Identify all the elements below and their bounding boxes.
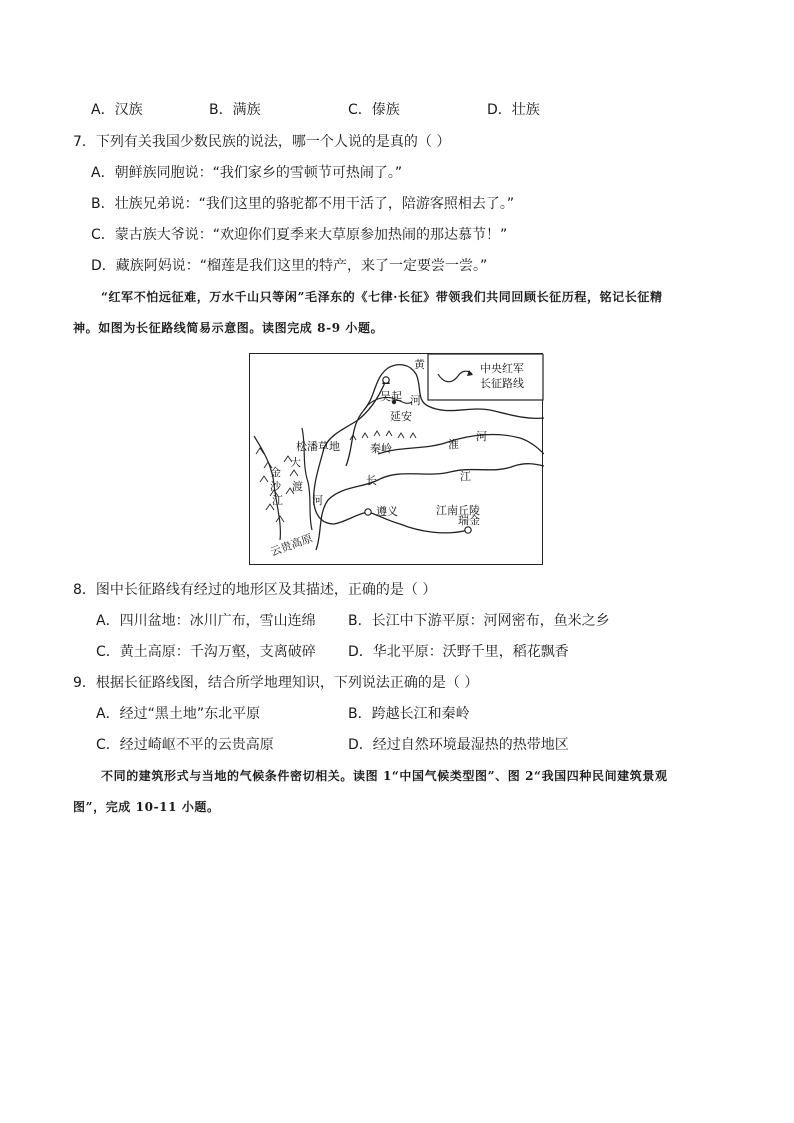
q7-option-d: D．藏族阿妈说：“榴莲是我们这里的特产，来了一定要尝一尝。” [91, 258, 488, 274]
huai-river [378, 435, 544, 454]
label-he-huai: 河 [476, 430, 487, 443]
intro-paragraph-line1: “红军不怕远征难，万水千山只等闲”毛泽东的《七律·长征》带领我们共同回顾长征历程，铭记长征精 [101, 290, 663, 304]
ruijin-point-icon [465, 527, 471, 533]
label-ruijin: 瑞金 [458, 514, 480, 527]
intro2-paragraph-line2: 图”，完成 10-11 小题。 [73, 800, 220, 814]
label-wuqi: 吴起 [380, 390, 402, 403]
label-huang: 黄 [414, 358, 425, 371]
wuqi-point-icon [383, 377, 389, 383]
q9-stem: 9．根据长征路线图，结合所学地理知识，下列说法正确的是（ ） [73, 675, 479, 691]
q8-stem: 8．图中长征路线有经过的地形区及其描述，正确的是（ ） [73, 582, 437, 598]
q7-option-c: C．蒙古族大爷说：“欢迎你们夏季来大草原参加热闹的那达慕节！” [91, 227, 508, 243]
zunyi-point-icon [365, 509, 371, 515]
label-huai: 淮 [448, 438, 459, 451]
label-jiangnan: 江南丘陵 [436, 504, 480, 517]
label-songpan: 松潘草地 [296, 440, 340, 453]
label-du: 渡 [292, 480, 303, 493]
map-drawing [250, 354, 544, 566]
q9-option-b: B．跨越长江和秦岭 [348, 706, 470, 722]
label-qinling: 秦岭 [370, 442, 392, 455]
legend-label-line2: 长征路线 [480, 377, 524, 390]
q7-option-b: B．壮族兄弟说：“我们这里的骆驼都不用干活了，陪游客照相去了。” [91, 196, 515, 212]
q7-stem: 7．下列有关我国少数民族的说法，哪一个人说的是真的（ ） [73, 134, 451, 150]
intro2-paragraph-line1: 不同的建筑形式与当地的气候条件密切相关。读图 1“中国气候类型图”、图 2“我国四种民间建筑景观 [101, 769, 668, 783]
q8-option-b: B．长江中下游平原：河网密布，鱼米之乡 [348, 613, 610, 629]
q6-option-c: C．傣族 [348, 102, 400, 118]
intro-paragraph-line2: 神。如图为长征路线简易示意图。读图完成 8-9 小题。 [73, 321, 384, 335]
label-jin: 金 [270, 466, 281, 479]
label-da: 大 [290, 456, 301, 469]
label-he-yellow: 河 [410, 394, 421, 407]
qinling-mountains-icon [350, 431, 416, 440]
long-march-map [249, 353, 543, 565]
q8-option-d: D．华北平原：沃野千里，稻花飘香 [348, 644, 569, 660]
label-yungui: 云贵高原 [268, 531, 315, 559]
label-zunyi: 遵义 [376, 505, 398, 518]
q9-option-c: C．经过崎岖不平的云贵高原 [96, 737, 274, 753]
q9-option-d: D．经过自然环境最湿热的热带地区 [348, 737, 569, 753]
label-sha: 沙 [270, 480, 281, 493]
label-yanan: 延安 [390, 410, 412, 423]
label-jiang-yangtze: 江 [460, 470, 471, 483]
q6-option-d: D．壮族 [487, 102, 540, 118]
yangtze-river [316, 464, 544, 550]
legend-label-line1: 中央红军 [480, 362, 524, 375]
q6-option-b: B．满族 [209, 102, 261, 118]
q8-option-a: A．四川盆地：冰川广布，雪山连绵 [96, 613, 316, 629]
label-chang: 长 [366, 474, 377, 487]
q8-option-c: C．黄土高原：千沟万壑，支离破碎 [96, 644, 316, 660]
label-he-dadu: 河 [312, 494, 323, 507]
q6-option-a: A．汉族 [91, 102, 143, 118]
q9-option-a: A．经过“黑土地”东北平原 [96, 706, 261, 722]
q7-option-a: A．朝鲜族同胞说：“我们家乡的雪顿节可热闹了。” [91, 165, 403, 181]
label-jiang-jinsha: 江 [272, 494, 283, 507]
